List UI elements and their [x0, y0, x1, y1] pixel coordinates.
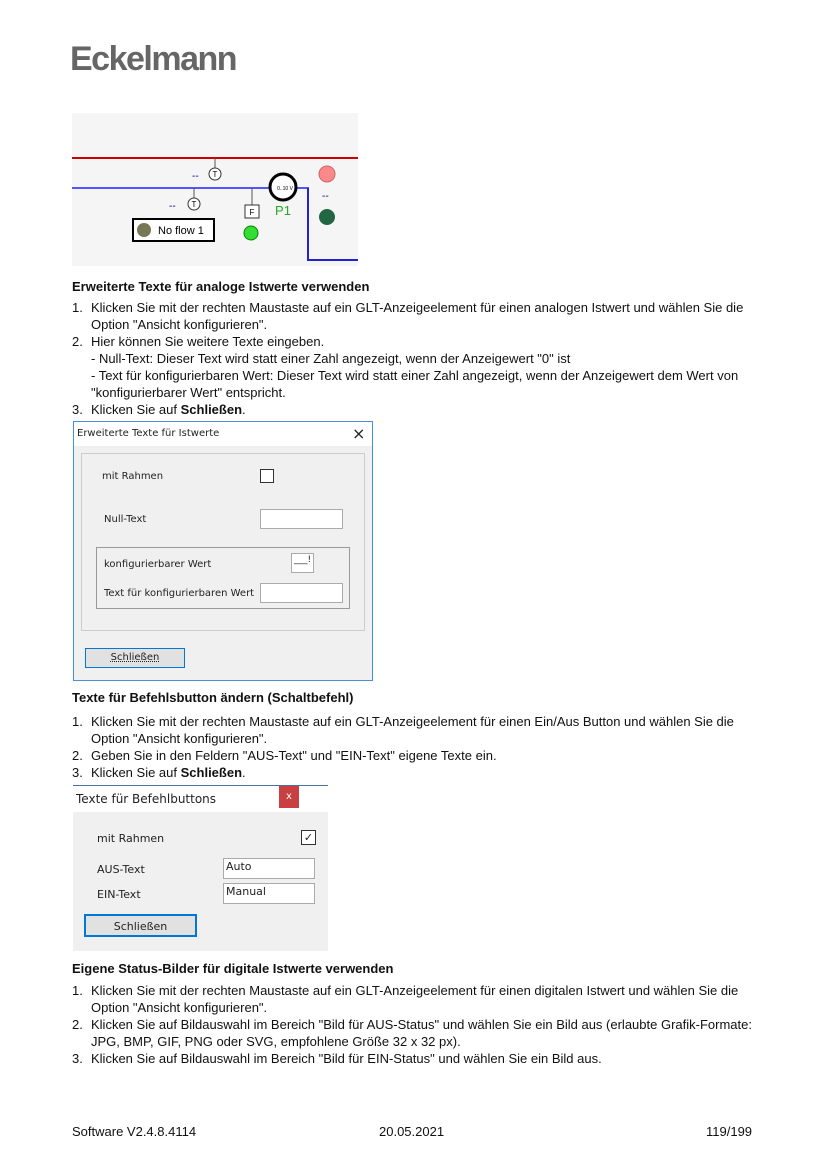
section1-steps: [72, 299, 762, 418]
konf-wert-input[interactable]: ___!: [291, 553, 314, 573]
green-status-light: [244, 226, 258, 240]
list-item: 1. Klicken Sie mit der rechten Maustaste auf ein GLT-Anzeigeelement für einen Ein/Aus Button und wählen Sie die Option "Ansicht konfigurieren".: [72, 714, 734, 746]
list-item: 3. Klicken Sie auf Schließen.: [72, 765, 246, 780]
label-text-konf: Text für konfigurierbaren Wert: [104, 588, 255, 599]
svg-text:F: F: [249, 208, 255, 217]
svg-text:--: --: [169, 201, 176, 212]
label-ein-text: EIN-Text: [97, 888, 141, 901]
footer-page: 119/199: [706, 1124, 753, 1139]
null-text-input[interactable]: [260, 509, 343, 529]
plant-diagram: [72, 113, 358, 266]
text-konf-input[interactable]: [260, 583, 343, 603]
svg-text:T: T: [191, 200, 197, 209]
list-item: 3. Klicken Sie auf Bildauswahl im Bereich "Bild für EIN-Status" und wählen Sie ein Bild aus.: [72, 1051, 602, 1066]
list-item: 2. Geben Sie in den Feldern "AUS-Text" und "EIN-Text" eigene Texte ein.: [72, 748, 497, 763]
error-status-icon: [319, 209, 335, 225]
dialog-befehlbuttons: [73, 785, 328, 951]
list-item: 1. Klicken Sie mit der rechten Maustaste auf ein GLT-Anzeigeelement für einen digitalen Istwert und wählen Sie die Option "Ansicht konfigurieren".: [72, 983, 739, 1015]
svg-text:0..10 V: 0..10 V: [277, 186, 293, 192]
close-button[interactable]: ×: [352, 424, 366, 443]
label-aus-text: AUS-Text: [97, 863, 145, 876]
label-mit-rahmen: mit Rahmen: [102, 471, 164, 482]
label-null-text: Null-Text: [104, 514, 147, 525]
red-status-light: [319, 166, 335, 182]
mit-rahmen-checkbox[interactable]: [260, 469, 274, 483]
schliessen-button[interactable]: Schließen: [85, 648, 185, 668]
ein-text-input[interactable]: Manual: [223, 883, 315, 904]
svg-text:P1: P1: [275, 203, 291, 218]
label-konf-wert: konfigurierbarer Wert: [104, 559, 212, 570]
list-item: 3. Klicken Sie auf Schließen.: [72, 402, 246, 417]
svg-text:T: T: [212, 170, 218, 179]
section2-steps: [72, 713, 762, 781]
dialog-title: Erweiterte Texte für Istwerte: [77, 428, 220, 439]
dialog-title: Texte für Befehlbuttons: [76, 792, 217, 806]
section2-heading: Texte für Befehlsbutton ändern (Schaltbefehl): [72, 690, 354, 705]
svg-text:--: --: [192, 171, 199, 182]
list-item: 2. Hier können Sie weitere Texte eingeben. - Null-Text: Dieser Text wird statt einer Zahl angezeigt, wenn der Anzeigewert "0" ist - Text für konfigurierbaren Wert: Dieser Text wird statt einer Zahl angezeigt, wenn der Anzeigewert dem Wert von "konfigurierbarer Wert" entspricht.: [72, 334, 739, 400]
section1-heading: Erweiterte Texte für analoge Istwerte verwenden: [72, 279, 370, 294]
dialog-erweiterte-texte: [73, 421, 373, 681]
aus-text-input[interactable]: Auto: [223, 858, 315, 879]
footer-version: Software V2.4.8.4114: [72, 1124, 197, 1139]
schliessen-button[interactable]: Schließen: [84, 914, 197, 937]
list-item: 2. Klicken Sie auf Bildauswahl im Bereich "Bild für AUS-Status" und wählen Sie ein Bild aus (erlaubte Grafik-Formate: JPG, BMP, GIF, PNG oder SVG, empfohlene Größe 32 x 32 px).: [72, 1017, 752, 1049]
mit-rahmen-checkbox[interactable]: ✓: [301, 830, 316, 845]
close-button[interactable]: x: [279, 786, 299, 808]
svg-text:No flow 1: No flow 1: [158, 225, 204, 237]
noflow-status-icon: [137, 223, 151, 237]
section3-heading: Eigene Status-Bilder für digitale Istwerte verwenden: [72, 961, 394, 976]
svg-text:--: --: [322, 191, 329, 202]
eckelmann-logo: Eckelmann: [70, 40, 237, 78]
footer-date: 20.05.2021: [379, 1124, 445, 1139]
list-item: 1. Klicken Sie mit der rechten Maustaste auf ein GLT-Anzeigeelement für einen analogen Istwert und wählen Sie die Option "Ansicht konfigurieren".: [72, 300, 744, 332]
label-mit-rahmen: mit Rahmen: [97, 832, 165, 845]
section3-steps: [72, 982, 762, 1067]
